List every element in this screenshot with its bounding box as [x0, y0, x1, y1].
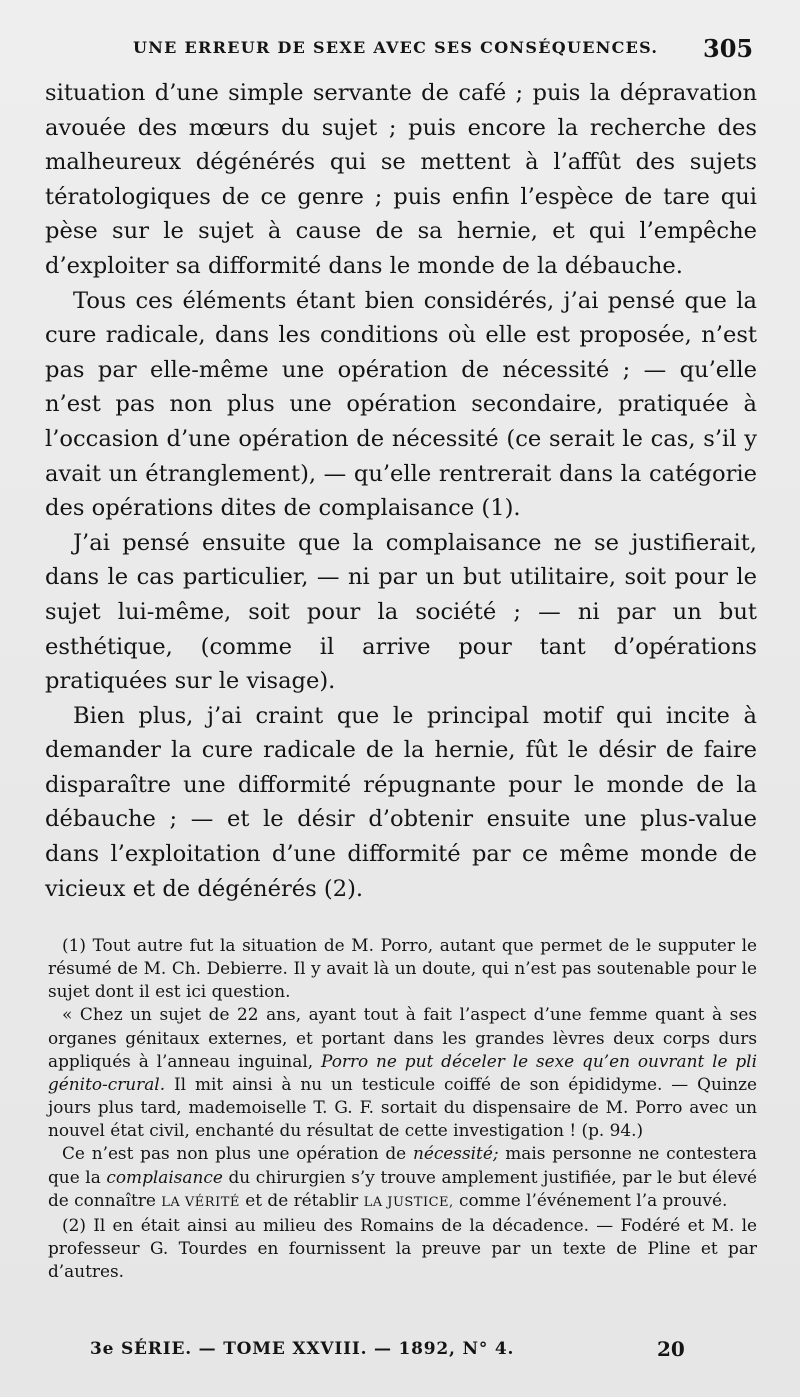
- body-text: [45, 76, 757, 906]
- paragraph-2: Tous ces éléments étant bien considérés, j’ai pensé que la cure radicale, dans les conditions où elle est proposée, n’est pas par elle-même une opération de nécessité ; — qu’elle n’est pas non plus une opération secondaire, pratiquée à l’occasion d’une opération de nécessité (ce serait le cas, s’il y avait un étranglement), — qu’elle rentrerait dans la catégorie des opérations dites de complaisance (1).: [45, 287, 757, 522]
- paragraph-1: situation d’une simple servante de café ; puis la dépravation avouée des mœurs du sujet ; puis encore la recherche des malheureux dégénérés qui se mettent à l’affût des sujets tératologiques de ce genre ; puis enfin l’espèce de tare qui pèse sur le sujet à cause de sa hernie, et qui l’empêche d’exploiter sa difformité dans le monde de la débauche.: [45, 80, 757, 279]
- page-header: [0, 34, 800, 68]
- footnotes: [48, 934, 757, 1283]
- conclusion-text-e: comme l’événement l’a prouvé.: [453, 1189, 728, 1210]
- paragraph-4: Bien plus, j’ai craint que le principal motif qui incite à demander la cure radicale de la hernie, fût le désir de faire disparaître une difformité répugnante pour le monde de la débauche ; — et le désir d’obtenir ensuite une plus-value dans l’exploitation d’une difformité par ce même monde de vicieux et de dégénérés (2).: [45, 702, 757, 902]
- paragraph-3: J’ai pensé ensuite que la complaisance ne se justifierait, dans le cas particulier, — ni par un but utilitaire, soit pour le sujet lui-même, soit pour la société ; — ni par un but esthétique, (comme il arrive pour tant d’opérations pratiquées sur le visage).: [45, 529, 757, 695]
- page-number: 305: [703, 34, 754, 63]
- signature-number: 20: [657, 1337, 685, 1361]
- footnote-2: (2) Il en était ainsi au milieu des Romains de la décadence. — Fodéré et M. le professeur G. Tourdes en fournissent la preuve par un texte de Pline et par d’autres.: [48, 1214, 757, 1282]
- conclusion-verite: LA VÉRITÉ: [161, 1194, 240, 1210]
- conclusion-complaisance: complaisance: [106, 1166, 223, 1187]
- running-head: UNE ERREUR DE SEXE AVEC SES CONSÉQUENCES.: [133, 38, 659, 57]
- conclusion-text-d: et de rétablir: [239, 1189, 364, 1210]
- footnote-1-quote-text-a: « Chez un sujet de 22 ans, ayant tout à fait l’aspect d’une femme quant à ses organes génitaux externes, et portant dans les grandes lèvres deux corps durs appliqués à l’anneau inguinal,: [48, 1004, 757, 1071]
- footnote-1: (1) Tout autre fut la situation de M. Porro, autant que permet de le supputer le résumé de M. Ch. Debierre. Il y avait là un doute, qui n’est pas soutenable pour le sujet dont il est ici question.: [48, 935, 757, 1002]
- conclusion-text-b: mais personne ne contestera que la: [48, 1143, 757, 1187]
- page-footer: [0, 1339, 800, 1369]
- conclusion-text-a: Ce n’est pas non plus une opération de: [62, 1143, 413, 1164]
- conclusion-text-c: du chirurgien s’y trouve amplement justifiée, par le but élevé de connaître: [48, 1166, 757, 1210]
- footnote-1-conclusion: [48, 1142, 757, 1213]
- conclusion-necessite: nécessité;: [412, 1143, 499, 1164]
- printer-signature: 3e SÉRIE. — TOME XXVIII. — 1892, N° 4.: [90, 1339, 515, 1359]
- conclusion-justice: LA JUSTICE,: [363, 1194, 454, 1210]
- footnote-1-quote-text-b: Il mit ainsi à nu un testicule coiffé de son épididyme. — Quinze jours plus tard, mademoiselle T. G. F. sortait du dispensaire de M. Porro avec un nouvel état civil, enchanté du résultat de cette investigation ! (p. 94.): [48, 1073, 757, 1141]
- footnote-1-quote-italic: Porro ne put déceler le sexe qu’en ouvrant le pli génito-crural.: [48, 1050, 757, 1094]
- footnote-1-quote: [48, 1003, 757, 1142]
